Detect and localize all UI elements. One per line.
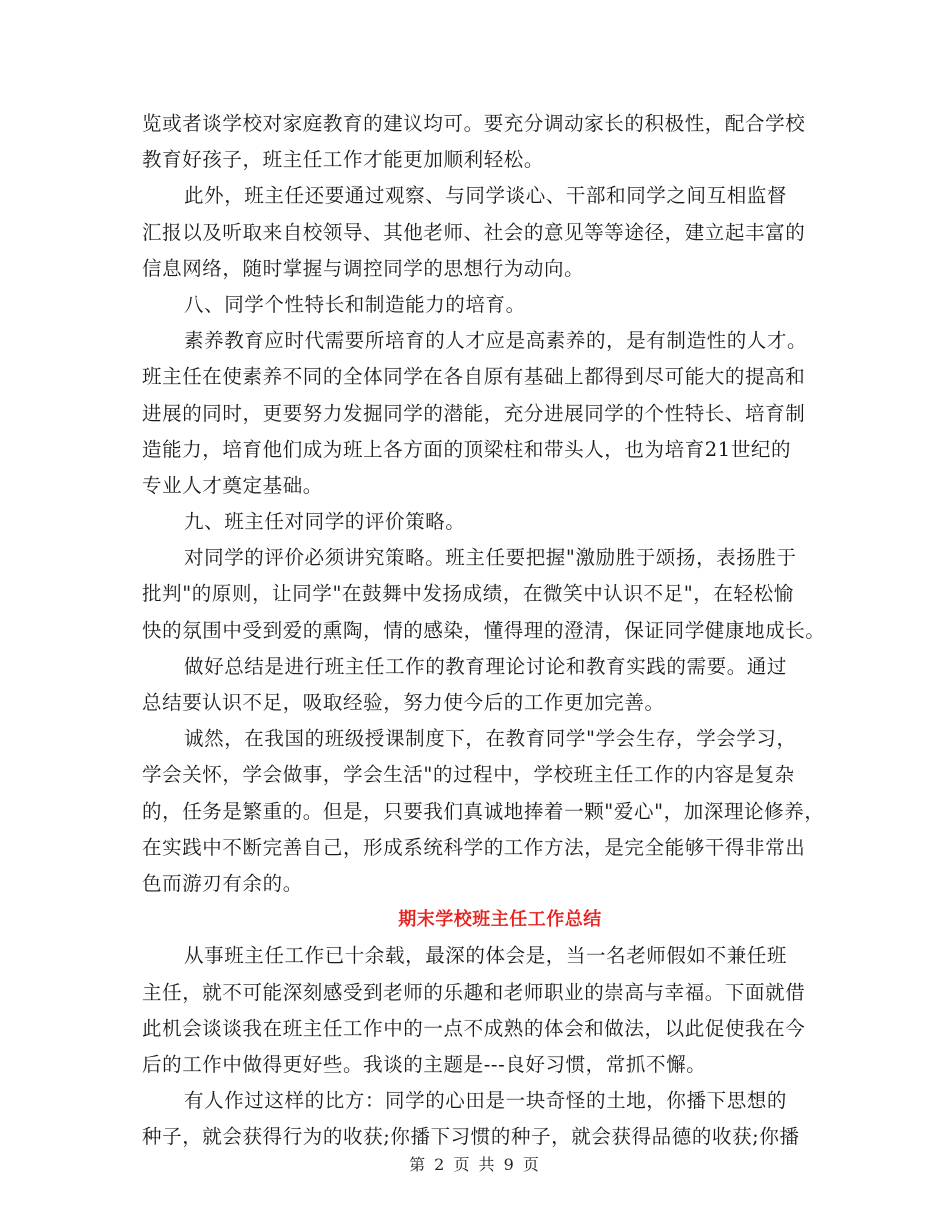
text-line: 种子，就会获得行为的收获;你播下习惯的种子，就会获得品德的收获;你播 xyxy=(142,1125,800,1149)
text-line: 造能力，培育他们成为班上各方面的顶梁柱和带头人，也为培育21世纪的 xyxy=(142,437,792,461)
text-block-main xyxy=(142,106,826,902)
text-line: 在实践中不断完善自己，形成系统科学的工作方法，是完全能够干得非常出 xyxy=(142,835,806,859)
text-line: 汇报以及听取来自校领导、其他老师、社会的意见等等途径，建立起丰富的 xyxy=(142,220,806,244)
text-line: 进展的同时，更要努力发掘同学的潜能，充分进展同学的个性特长、培育制 xyxy=(142,401,806,425)
text-line: 的，任务是繁重的。但是，只要我们真诚地捧着一颗"爱心"，加深理论修养， xyxy=(142,799,825,823)
section-heading-9: 九、班主任对同学的评价策略。 xyxy=(184,510,466,534)
text-line: 主任，就不可能深刻感受到老师的乐趣和老师职业的崇高与幸福。下面就借 xyxy=(142,980,806,1004)
text-line: 教育好孩子，班主任工作才能更加顺利轻松。 xyxy=(142,148,545,172)
text-line: 专业人才奠定基础。 xyxy=(142,473,323,497)
text-line: 学会关怀，学会做事，学会生活"的过程中，学校班主任工作的内容是复杂 xyxy=(142,763,795,787)
section-title: 期末学校班主任工作总结 xyxy=(398,909,602,931)
text-line: 此外，班主任还要通过观察、与同学谈心、干部和同学之间互相监督 xyxy=(184,184,788,208)
page-number-footer: 第 2 页 共 9 页 xyxy=(409,1155,541,1174)
text-line: 览或者谈学校对家庭教育的建议均可。要充分调动家长的积极性，配合学校 xyxy=(142,112,806,135)
text-line: 批判"的原则，让同学"在鼓舞中发扬成绩，在微笑中认识不足"，在轻松愉 xyxy=(142,582,794,606)
section-heading-8: 八、同学个性特长和制造能力的培育。 xyxy=(184,292,526,316)
text-line: 有人作过这样的比方：同学的心田是一块奇怪的土地，你播下思想的 xyxy=(184,1089,788,1113)
text-line: 快的氛围中受到爱的熏陶，情的感染，懂得理的澄清，保证同学健康地成长。 xyxy=(142,618,826,642)
text-line: 做好总结是进行班主任工作的教育理论讨论和教育实践的需要。通过 xyxy=(184,654,788,678)
text-line: 信息网络，随时掌握与调控同学的思想行为动向。 xyxy=(142,256,585,280)
text-line: 后的工作中做得更好些。我谈的主题是---良好习惯，常抓不懈。 xyxy=(142,1052,707,1076)
text-line: 此机会谈谈我在班主任工作中的一点不成熟的体会和做法，以此促使我在今 xyxy=(142,1016,806,1040)
text-line: 对同学的评价必须讲究策略。班主任要把握"激励胜于颂扬，表扬胜于 xyxy=(184,546,797,570)
text-line: 色而游刃有余的。 xyxy=(142,871,303,895)
text-block-summary xyxy=(142,938,810,1155)
text-line: 班主任在使素养不同的全体同学在各自原有基础上都得到尽可能大的提高和 xyxy=(142,365,806,389)
document-body xyxy=(142,106,826,1155)
text-line: 诚然，在我国的班级授课制度下，在教育同学"学会生存，学会学习， xyxy=(184,727,797,751)
text-line: 总结要认识不足，吸取经验，努力使今后的工作更加完善。 xyxy=(142,691,665,714)
text-line: 从事班主任工作已十余载，最深的体会是，当一名老师假如不兼任班 xyxy=(184,944,788,968)
text-line: 素养教育应时代需要所培育的人才应是高素养的，是有制造性的人才。 xyxy=(184,329,808,353)
